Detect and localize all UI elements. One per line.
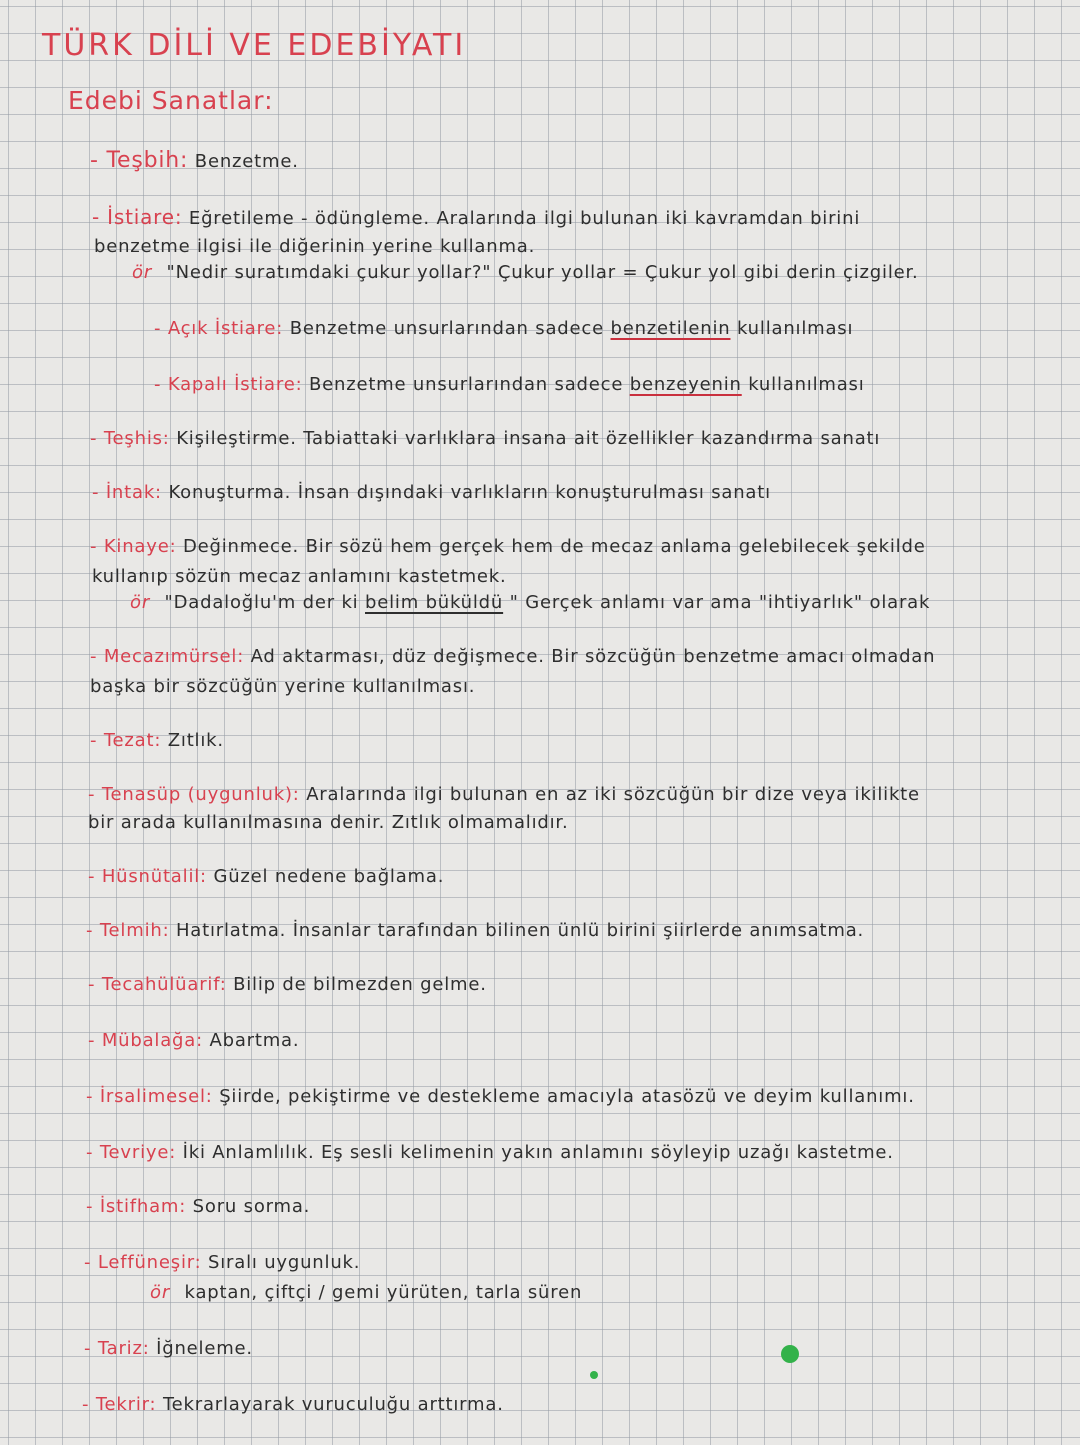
term: - Tariz: — [84, 1338, 150, 1359]
entry-tezat — [90, 726, 224, 756]
green-ink-dot-small — [590, 1371, 598, 1379]
term: - Tenasüp (uygunluk): — [88, 784, 300, 805]
term: - Tevriye: — [86, 1142, 177, 1163]
definition: Benzetme unsurlarından sadece — [289, 318, 604, 339]
term: - Telmih: — [86, 920, 170, 941]
green-ink-dot — [781, 1345, 799, 1363]
definition: Zıtlık. — [167, 730, 224, 751]
entry-husnutalil — [88, 862, 444, 892]
definition: Şiirde, pekiştirme ve destekleme amacıyla atasözü ve deyim kullanımı. — [219, 1086, 915, 1107]
entry-tekrir — [82, 1390, 504, 1420]
page-title: TÜRK DİLİ VE EDEBİYATI — [42, 28, 467, 63]
term: - İstiare: — [92, 205, 183, 229]
entry-tenasup — [88, 780, 920, 810]
definition: Aralarında ilgi bulunan en az iki sözcüğün bir dize veya ikilikte — [306, 784, 920, 805]
definition-underlined: benzeyenin — [629, 374, 742, 395]
entry-leffunesir — [84, 1248, 360, 1278]
definition-underlined: benzetilenin — [610, 318, 731, 339]
term: - Mecazımürsel: — [90, 646, 245, 667]
entry-tariz — [84, 1334, 253, 1364]
term: - İntak: — [92, 482, 162, 503]
definition-end: kullanılması — [748, 374, 865, 395]
entry-telmih — [86, 916, 864, 946]
example-line — [150, 1278, 582, 1308]
example-underlined: belim büküldü — [365, 592, 504, 613]
term: - Tekrir: — [82, 1394, 157, 1415]
definition: Tekrarlayarak vuruculuğu arttırma. — [162, 1394, 504, 1415]
term: - Teşbih: — [90, 148, 189, 173]
entry-tesbih — [90, 146, 299, 177]
definition: Konuşturma. İnsan dışındaki varlıkların konuşturulması sanatı — [168, 482, 771, 503]
example-text-end: " Gerçek anlamı var ama "ihtiyarlık" olarak — [509, 592, 931, 613]
section-subtitle: Edebi Sanatlar: — [68, 86, 274, 115]
term: - Tezat: — [90, 730, 162, 751]
definition-end: kullanılması — [737, 318, 854, 339]
term: - Leffüneşir: — [84, 1252, 202, 1273]
example-text: kaptan, çiftçi / gemi yürüten, tarla süren — [184, 1282, 583, 1303]
example-mark: ör — [130, 592, 151, 613]
definition: Kişileştirme. Tabiattaki varlıklara insana ait özellikler kazandırma sanatı — [176, 428, 881, 449]
entry-mubalaga — [88, 1026, 299, 1056]
term: - Kapalı İstiare: — [154, 374, 303, 395]
term: - İstifham: — [86, 1196, 187, 1217]
definition: Sıralı uygunluk. — [208, 1252, 361, 1273]
definition: Benzetme. — [194, 151, 299, 172]
entry-tevriye — [86, 1138, 894, 1168]
definition: Abartma. — [209, 1030, 300, 1051]
term: - Hüsnütalil: — [88, 866, 207, 887]
definition: Hatırlatma. İnsanlar tarafından bilinen ünlü birini şiirlerde anımsatma. — [175, 920, 865, 941]
example-line — [130, 588, 930, 618]
definition-continued: bir arada kullanılmasına denir. Zıtlık olmamalıdır. — [88, 812, 569, 833]
term: - Tecahülüarif: — [88, 974, 227, 995]
definition-continued: başka bir sözcüğün yerine kullanılması. — [90, 676, 476, 697]
entry-istiare — [92, 202, 860, 234]
example-line — [132, 258, 919, 288]
term: - İrsalimesel: — [86, 1086, 213, 1107]
definition-continued: kullanıp sözün mecaz anlamını kastetmek. — [92, 566, 507, 587]
term: - Mübalağa: — [88, 1030, 203, 1051]
example-mark: ör — [150, 1282, 171, 1303]
definition: Güzel nedene bağlama. — [213, 866, 445, 887]
definition: Benzetme unsurlarından sadece — [308, 374, 624, 395]
entry-intak — [92, 478, 771, 508]
definition: Soru sorma. — [192, 1196, 311, 1217]
term: - Açık İstiare: — [154, 318, 284, 339]
definition: İğneleme. — [156, 1338, 253, 1359]
entry-istifham — [86, 1192, 310, 1222]
example-text: "Dadaloğlu'm der ki — [164, 592, 359, 613]
entry-irsalimesel — [86, 1082, 915, 1112]
entry-mecazimursel — [90, 642, 935, 672]
definition: Bilip de bilmezden gelme. — [233, 974, 487, 995]
entry-tecahuluarif — [88, 970, 487, 1000]
entry-kapali-istiare — [154, 370, 865, 400]
term: - Teşhis: — [90, 428, 170, 449]
example-text: "Nedir suratımdaki çukur yollar?" Çukur yollar = Çukur yol gibi derin çizgiler. — [166, 262, 919, 283]
definition: Değinmece. Bir sözü hem gerçek hem de mecaz anlama gelebilecek şekilde — [182, 536, 926, 557]
example-mark: ör — [132, 262, 153, 283]
definition: Eğretileme - ödüngleme. Aralarında ilgi bulunan iki kavramdan birini — [188, 208, 861, 229]
term: - Kinaye: — [90, 536, 177, 557]
definition-continued: benzetme ilgisi ile diğerinin yerine kullanma. — [94, 236, 536, 257]
definition: İki Anlamlılık. Eş sesli kelimenin yakın anlamını söyleyip uzağı kastetme. — [182, 1142, 894, 1163]
entry-kinaye — [90, 532, 926, 562]
entry-teshis — [90, 424, 880, 454]
definition: Ad aktarması, düz değişmece. Bir sözcüğün benzetme amacı olmadan — [250, 646, 936, 667]
entry-acik-istiare — [154, 314, 853, 344]
